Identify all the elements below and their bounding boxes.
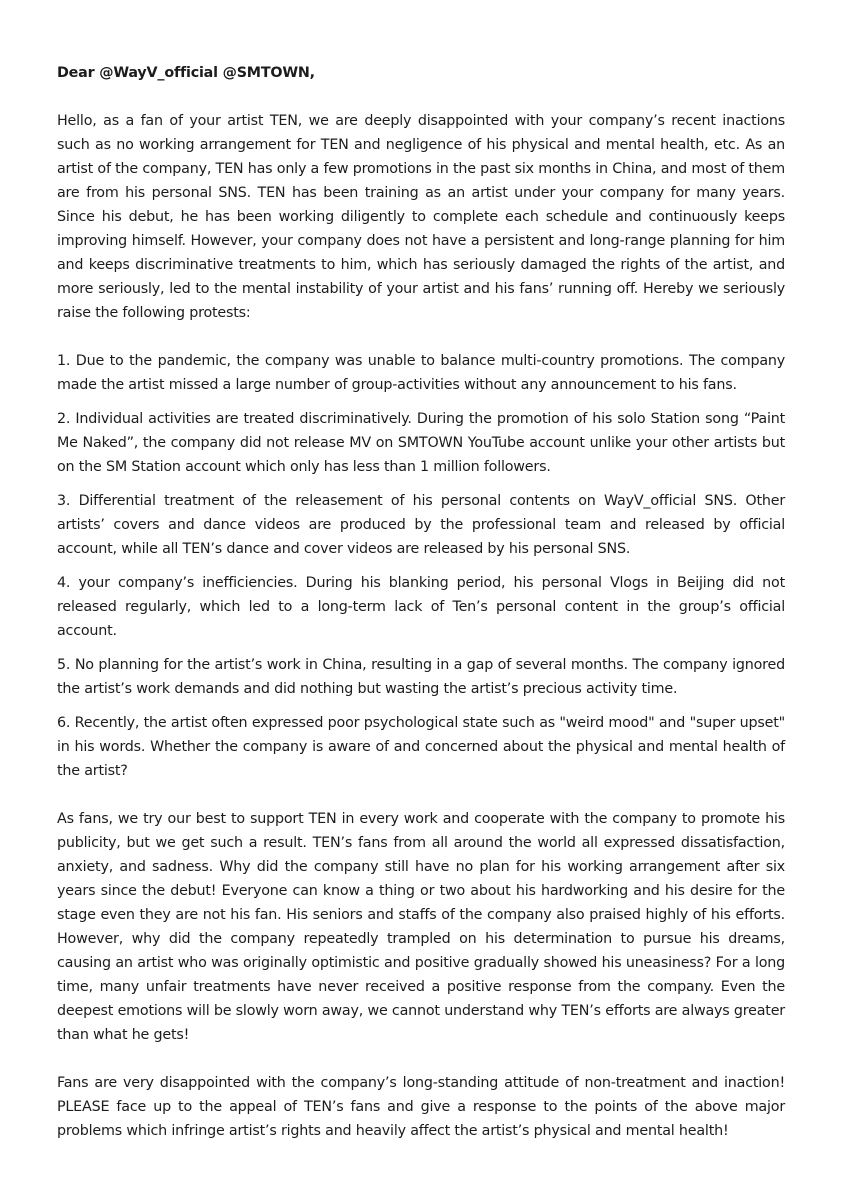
protest-point-6: 6. Recently, the artist often expressed poor psychological state such as "weird mood" and "super upset" in his words. Whether the company is aware of and concerned about the physical and mental health of the artist? <box>57 715 785 779</box>
protest-point-3: 3. Differential treatment of the releasement of his personal contents on WayV_official SNS. Other artists’ covers and dance videos are produced by the professional team and released by official account, while all TEN’s dance and cover videos are released by his personal SNS. <box>57 493 785 557</box>
letter-page <box>57 61 785 1143</box>
protest-point-1: 1. Due to the pandemic, the company was unable to balance multi-country promotions. The company made the artist missed a large number of group-activities without any announcement to his fans. <box>57 353 785 393</box>
protest-point-4: 4. your company’s inefficiencies. During his blanking period, his personal Vlogs in Beijing did not released regularly, which led to a long-term lack of Ten’s personal content in the group’s official account. <box>57 575 785 639</box>
protest-point-5: 5. No planning for the artist’s work in China, resulting in a gap of several months. The company ignored the artist’s work demands and did nothing but wasting the artist’s precious activity time. <box>57 657 785 697</box>
closing-paragraph: Fans are very disappointed with the company’s long-standing attitude of non-treatment and inaction! PLEASE face up to the appeal of TEN’s fans and give a response to the points of the above major problems which infringe artist’s rights and heavily affect the artist’s physical and mental health! <box>57 1075 785 1139</box>
protest-point-2: 2. Individual activities are treated discriminatively. During the promotion of his solo Station song “Paint Me Naked”, the company did not release MV on SMTOWN YouTube account unlike your other artists but on the SM Station account which only has less than 1 million followers. <box>57 411 785 475</box>
intro-paragraph: Hello, as a fan of your artist TEN, we are deeply disappointed with your company’s recent inactions such as no working arrangement for TEN and negligence of his physical and mental health, etc. As an artist of the company, TEN has only a few promotions in the past six months in China, and most of them are from his personal SNS. TEN has been training as an artist under your company for many years. Since his debut, he has been working diligently to complete each schedule and continuously keeps improving himself. However, your company does not have a persistent and long-range planning for him and keeps discriminative treatments to him, which has seriously damaged the rights of the artist, and more seriously, led to the mental instability of your artist and his fans’ running off. Hereby we seriously raise the following protests: <box>57 113 785 321</box>
salutation: Dear @WayV_official @SMTOWN, <box>57 65 315 81</box>
support-paragraph: As fans, we try our best to support TEN in every work and cooperate with the company to promote his publicity, but we get such a result. TEN’s fans from all around the world all expressed dissatisfaction, anxiety, and sadness. Why did the company still have no plan for his working arrangement after six years since the debut! Everyone can know a thing or two about his hardworking and his desire for the stage even they are not his fan. His seniors and staffs of the company also praised highly of his efforts. However, why did the company repeatedly trampled on his determination to pursue his dreams, causing an artist who was originally optimistic and positive gradually showed his uneasiness? For a long time, many unfair treatments have never received a positive response from the company. Even the deepest emotions will be slowly worn away, we cannot understand why TEN’s efforts are always greater than what he gets! <box>57 811 785 1043</box>
